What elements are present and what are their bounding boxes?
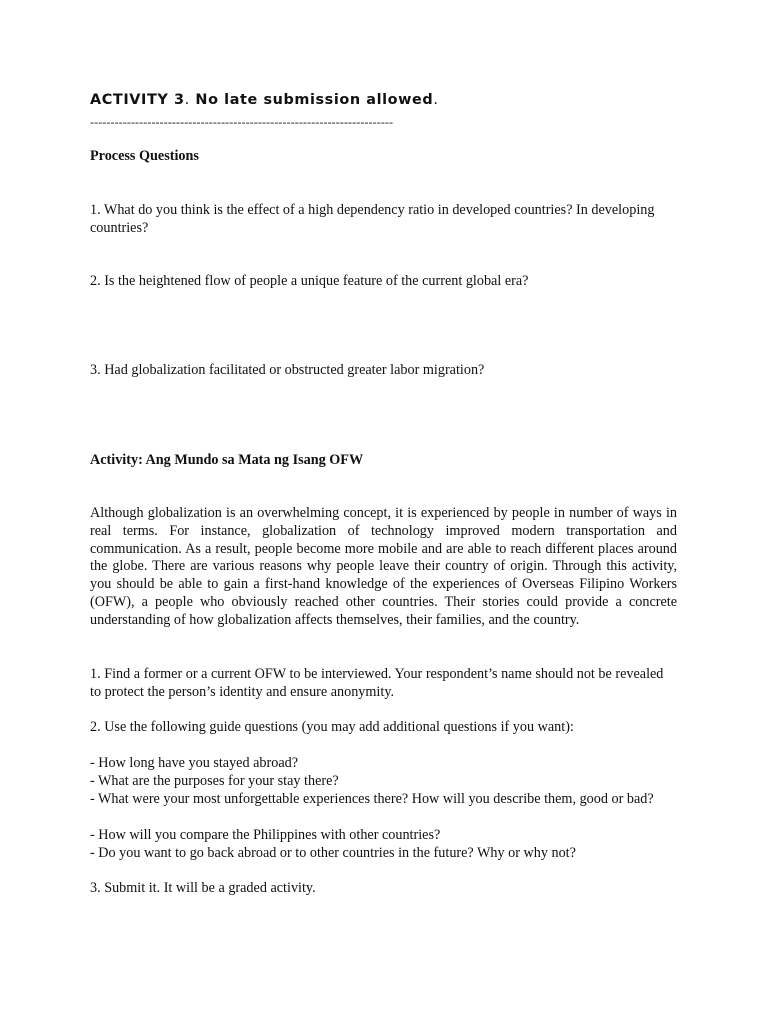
activity-label: ACTIVITY 3 [90,92,185,108]
question-3: 3. Had globalization facilitated or obstructed greater labor migration? [90,362,485,378]
title-period: . [184,92,190,108]
late-submission-note: No late submission allowed [189,92,434,108]
intro-paragraph: Although globalization is an overwhelming concept, it is experienced by people in number of ways in real terms. For instance, globalization of technology improved modern transportation and communication. As a result, people become more mobile and are able to reach different places around the globe. There are various reasons why people leave their country of origin. Through this activity, you should be able to gain a first-hand knowledge of the experiences of Overseas Filipino Workers (OFW), a people who obviously reached other countries. Their stories could provide a concrete understanding of how globalization affects themselves, their families, and the country. [90,505,677,628]
question-2: 2. Is the heightened flow of people a unique feature of the current global era? [90,273,529,289]
instruction-step-1: 1. Find a former or a current OFW to be interviewed. Your respondent’s name should not be revealed to protect the person’s identity and ensure anonymity. [90,666,664,700]
process-questions-heading: Process Questions [90,148,199,164]
activity-heading: Activity: Ang Mundo sa Mata ng Isang OFW [90,452,364,468]
guide-question-2: - What are the purposes for your stay there? [90,773,339,789]
instruction-step-2: 2. Use the following guide questions (you may add additional questions if you want): [90,719,574,735]
instruction-step-3: 3. Submit it. It will be a graded activity. [90,880,316,896]
guide-question-3: - What were your most unforgettable experiences there? How will you describe them, good or bad? [90,791,654,807]
title-period-end: . [433,92,439,108]
guide-question-1: - How long have you stayed abroad? [90,755,299,771]
activity-title [90,92,439,110]
guide-question-4: - How will you compare the Philippines with other countries? [90,827,441,843]
question-1: 1. What do you think is the effect of a high dependency ratio in developed countries? In developing countries? [90,202,655,236]
divider-line: -------------------------------------------------------------------------- [90,115,394,129]
guide-question-5: - Do you want to go back abroad or to other countries in the future? Why or why not? [90,845,576,861]
